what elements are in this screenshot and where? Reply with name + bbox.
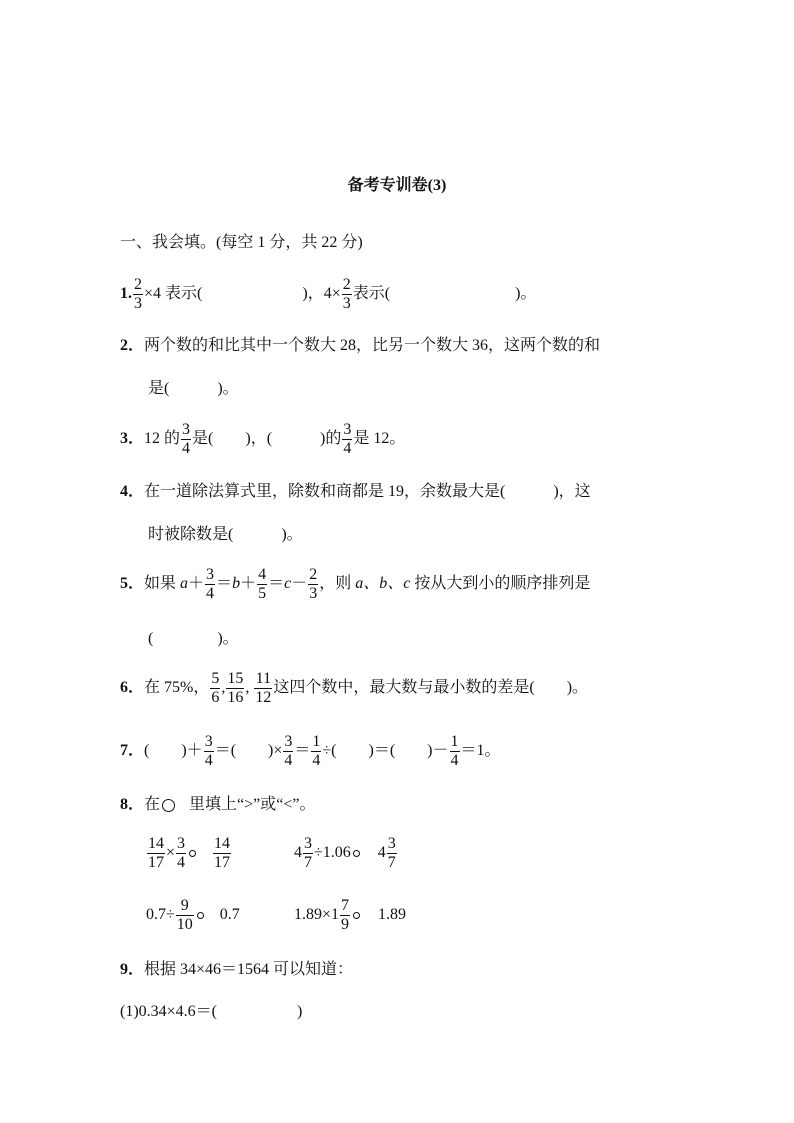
q8-compare-1: $\frac{14}{17}$ × $\frac{3}{4}$ $\frac{14}{17}$ — [148, 835, 231, 871]
fraction: $\frac{3}{4}$ — [204, 733, 213, 769]
fraction: $\frac{2}{3}$ — [309, 566, 318, 602]
compare-circle[interactable] — [197, 912, 204, 919]
q8-compare-2: 4 $\frac{3}{7}$ ÷1.06 4 $\frac{3}{7}$ — [294, 835, 396, 871]
fraction: $\frac{3}{4}$ — [182, 421, 191, 457]
fraction: $\frac{3}{7}$ — [304, 835, 312, 871]
question-3: 3．12 的 $\frac{3}{4}$ 是( )，( )的 $\frac{3}{4}$ 是 12。 — [120, 421, 406, 457]
q-number: 2． — [120, 337, 145, 354]
compare-circle[interactable] — [353, 912, 360, 919]
fraction: $\frac{1}{4}$ — [450, 733, 459, 769]
fraction: $\frac{11}{12}$ — [255, 670, 272, 706]
compare-circle[interactable] — [189, 850, 196, 857]
fraction: $\frac{3}{4}$ — [343, 421, 352, 457]
q-number: 6． — [120, 679, 145, 697]
question-6: 6．在 75%， $\frac{5}{6}$ , $\frac{15}{16}$ , $\frac{11}{12}$ 这四个数中，最大数与最小数的差是( )。 — [120, 670, 589, 706]
section-heading: 一、我会填。(每空 1 分，共 22 分) — [120, 234, 363, 251]
q-number: 8． — [120, 796, 145, 813]
q-number: 3． — [120, 430, 145, 448]
fraction: $\frac{4}{5}$ — [258, 566, 267, 602]
question-1: 1. $\frac{2}{3}$ ×4 表示( )，4× $\frac{2}{3}$ 表示( )。 — [120, 276, 537, 312]
q-number: 5． — [120, 575, 145, 593]
question-2-line2: 是( )。 — [148, 380, 239, 397]
question-7: 7．( )＋ $\frac{3}{4}$ ＝( )× $\frac{3}{4}$ ＝ $\frac{1}{4}$ ÷( )＝( )－ $\frac{1}{4}$ ＝1。 — [120, 733, 501, 769]
q8-compare-4: 1.89×1 $\frac{7}{9}$ 1.89 — [294, 897, 407, 933]
circle-icon — [162, 799, 175, 812]
q-number: 9． — [120, 961, 145, 978]
question-4-line2: 时被除数是( )。 — [148, 526, 303, 543]
fraction: $\frac{14}{17}$ — [214, 835, 231, 871]
fraction: $\frac{5}{6}$ — [211, 670, 220, 706]
fraction: $\frac{2}{3}$ — [134, 276, 142, 312]
fraction: $\frac{2}{3}$ — [342, 276, 351, 312]
fraction: $\frac{3}{4}$ — [177, 835, 186, 871]
fraction: $\frac{3}{7}$ — [387, 835, 396, 871]
fraction: $\frac{9}{10}$ — [176, 897, 193, 933]
q-number: 4． — [120, 483, 145, 500]
question-5: 5．如果 a＋ $\frac{3}{4}$ ＝b＋ $\frac{4}{5}$ ＝c－ $\frac{2}{3}$ ，则 a、b、c 按从大到小的顺序排列是 — [120, 566, 591, 602]
q-number: 1. — [120, 285, 132, 303]
question-5-line2: ( )。 — [148, 630, 239, 647]
fraction: $\frac{7}{9}$ — [341, 897, 350, 933]
q8-compare-3: 0.7÷ $\frac{9}{10}$ 0.7 — [146, 897, 240, 933]
fraction: $\frac{1}{4}$ — [312, 733, 321, 769]
fraction: $\frac{3}{4}$ — [284, 733, 293, 769]
q-number: 7． — [120, 742, 145, 760]
fraction: $\frac{15}{16}$ — [227, 670, 244, 706]
question-4: 4．在一道除法算式里，除数和商都是 19，余数最大是( )，这 — [120, 483, 591, 500]
compare-circle[interactable] — [353, 850, 360, 857]
question-9-sub1: (1)0.34×4.6＝( ) — [120, 1003, 303, 1020]
question-2: 2．两个数的和比其中一个数大 28，比另一个数大 36，这两个数的和 — [120, 337, 601, 354]
page-title: 备考专训卷(3) — [347, 177, 447, 194]
question-8: 8．在 里填上“>”或“<”。 — [120, 796, 316, 813]
fraction: $\frac{3}{4}$ — [206, 566, 215, 602]
fraction: $\frac{14}{17}$ — [148, 835, 164, 871]
question-9: 9．根据 34×46＝1564 可以知道： — [120, 961, 354, 978]
